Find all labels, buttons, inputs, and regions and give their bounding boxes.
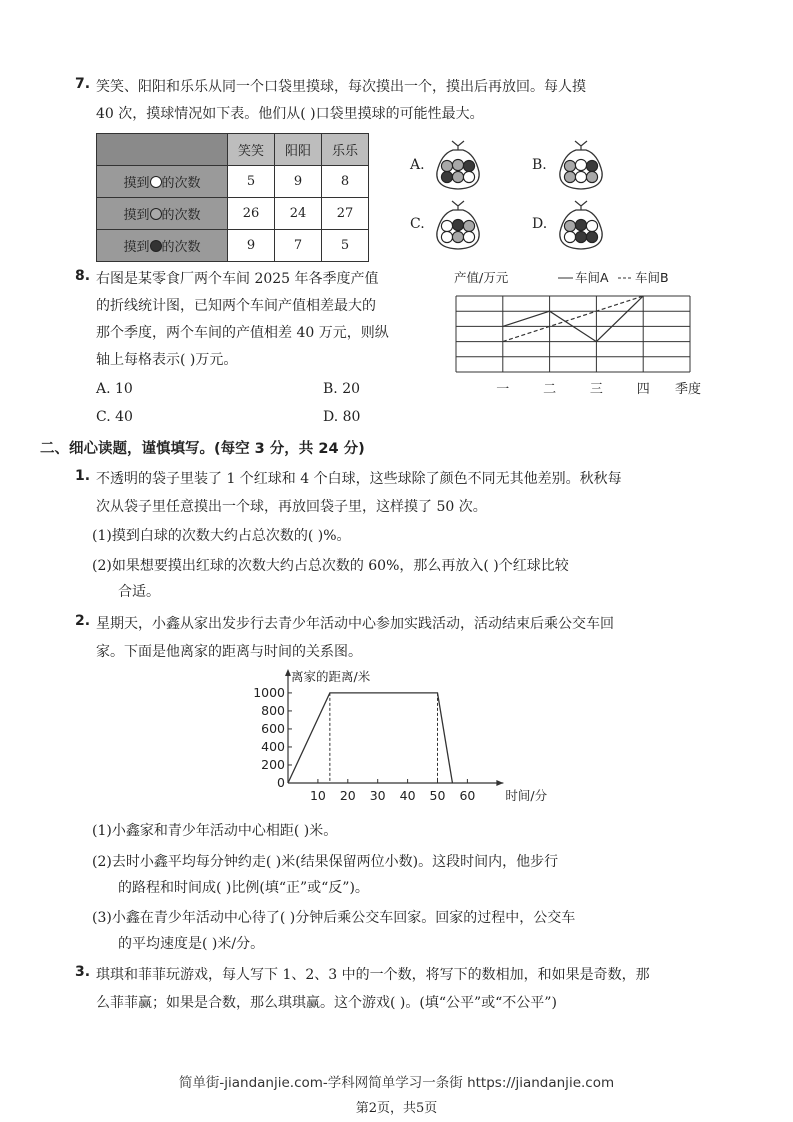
table-row	[97, 198, 369, 230]
table-row	[97, 230, 369, 262]
series-line-b	[503, 296, 643, 342]
ball-white	[575, 171, 586, 182]
s1-text-line2: 次从袋子里任意摸出一个球，再放回袋子里，这样摸了 50 次。	[96, 499, 487, 515]
s2-number: 2.	[75, 613, 91, 629]
ball-white	[463, 171, 474, 182]
option-b-label: B.	[532, 157, 547, 173]
bag-c-icon	[431, 198, 485, 254]
row-header-white: 摸到 的次数	[97, 166, 228, 198]
ball-dark	[463, 160, 474, 171]
footer-watermark: 简单街-jiandanjie.com-学科网简单学习一条街 https://jiandanjie.com	[178, 1075, 615, 1091]
q7-text-line1: 笑笑、阳阳和乐乐从同一个口袋里摸球，每次摸出一个，摸出后再放回。每人摸	[96, 79, 586, 95]
table-header-xiaoxiao: 笑笑	[228, 134, 275, 166]
bag-tie	[452, 141, 464, 150]
table-cell: 9	[275, 166, 322, 198]
option-c-label: C.	[410, 216, 425, 232]
s3-text-line2: 么菲菲赢；如果是合数，那么琪琪赢。这个游戏( )。(填“公平”或“不公平”)	[96, 995, 557, 1011]
y-tick-label: 800	[261, 702, 285, 718]
x-tick-label: 一	[496, 382, 510, 397]
x-axis-label: 季度	[674, 382, 702, 397]
table-cell: 24	[275, 198, 322, 230]
q8-text-line: 那个季度，两个车间的产值相差 40 万元，则纵	[96, 325, 389, 341]
q8-choice-d[interactable]: D. 80	[323, 409, 361, 425]
legend-b-label: 车间B	[635, 270, 669, 285]
s1-text-line1: 不透明的袋子里装了 1 个红球和 4 个白球，这些球除了颜色不同无其他差别。秋秋每	[96, 471, 622, 487]
bag-d-icon	[554, 198, 608, 254]
x-tick-label: 三	[589, 382, 603, 397]
s2-text-line2: 家。下面是他离家的距离与时间的关系图。	[96, 644, 362, 660]
q8-number: 8.	[75, 268, 91, 284]
q8-choice-a[interactable]: A. 10	[96, 381, 133, 397]
table-cell: 27	[322, 198, 369, 230]
y-tick-label: 0	[277, 775, 285, 790]
table-header-yangyang: 阳阳	[275, 134, 322, 166]
s2-sub2-line2: 的路程和时间成( )比例(填“正”或“反”)。	[118, 880, 369, 896]
ball-gray	[441, 160, 452, 171]
table-cell: 8	[322, 166, 369, 198]
s1-sub2-line1: (2)如果想要摸出红球的次数大约占总次数的 60%，那么再放入( )个红球比较	[92, 558, 569, 574]
s1-sub2-line2: 合适。	[118, 584, 160, 600]
x-tick-label: 30	[369, 788, 386, 803]
s2-sub3-line2: 的平均速度是( )米/分。	[118, 936, 265, 952]
ball-gray	[452, 159, 463, 170]
ball-white	[586, 220, 597, 231]
distance-time-line-chart	[240, 665, 560, 810]
x-tick-label: 二	[543, 382, 557, 397]
q8-choice-c[interactable]: C. 40	[96, 409, 133, 425]
ball-dark	[586, 160, 597, 171]
q8-choice-b[interactable]: B. 20	[323, 381, 361, 397]
ball-dark	[441, 171, 452, 182]
ball-dark	[452, 219, 463, 230]
y-axis-label: 产值/万元	[454, 270, 509, 285]
q7-number: 7.	[75, 76, 91, 92]
s2-sub3-line1: (3)小鑫在青少年活动中心待了( )分钟后乘公交车回家。回家的过程中，公交车	[92, 910, 576, 926]
ball-dark	[586, 231, 597, 242]
s3-text-line1: 琪琪和菲菲玩游戏，每人写下 1、2、3 中的一个数，将写下的数相加，和如果是奇数，那	[96, 967, 650, 983]
ball-white	[441, 231, 452, 242]
y-tick-label: 400	[261, 738, 285, 754]
ball-dark	[575, 231, 586, 242]
x-tick-label: 60	[459, 788, 476, 803]
x-tick-label: 40	[399, 788, 416, 803]
ball-gray	[564, 160, 575, 171]
y-tick-label: 1000	[253, 684, 285, 700]
table-header-lele: 乐乐	[322, 134, 369, 166]
ball-gray	[452, 171, 463, 182]
bag-b-icon	[554, 138, 608, 194]
option-a-label: A.	[410, 157, 425, 173]
bag-tie	[452, 201, 464, 210]
x-tick-label: 20	[339, 788, 356, 803]
table-row	[97, 166, 369, 198]
q7-ball-table	[96, 133, 369, 262]
s3-number: 3.	[75, 964, 91, 980]
ball-white	[575, 159, 586, 170]
table-cell: 7	[275, 230, 322, 262]
s1-number: 1.	[75, 468, 91, 484]
row-header-dark: 摸到 的次数	[97, 230, 228, 262]
table-corner	[97, 134, 228, 166]
table-cell: 9	[228, 230, 275, 262]
bag-tie	[575, 141, 587, 150]
y-axis-label: 离家的距离/米	[291, 669, 371, 684]
ball-gray	[564, 171, 575, 182]
workshop-output-line-chart	[440, 262, 720, 402]
section-title: 二、细心读题，谨慎填写。(每空 3 分，共 24 分)	[40, 441, 365, 457]
bag-a-icon	[431, 138, 485, 194]
table-cell: 5	[322, 230, 369, 262]
x-tick-label: 50	[429, 788, 446, 803]
x-axis-arrow	[496, 780, 503, 786]
white-ball-icon	[150, 176, 162, 188]
x-tick-label: 四	[636, 382, 650, 397]
ball-white	[441, 220, 452, 231]
ball-gray	[463, 220, 474, 231]
ball-dark	[575, 219, 586, 230]
s2-sub2-line1: (2)去时小鑫平均每分钟约走( )米(结果保留两位小数)。这段时间内，他步行	[92, 854, 559, 870]
ball-gray	[452, 231, 463, 242]
table-cell: 5	[228, 166, 275, 198]
ball-white	[463, 231, 474, 242]
q8-text-line: 右图是某零食厂两个车间 2025 年各季度产值	[96, 271, 379, 287]
q8-text-line: 轴上每格表示( )万元。	[96, 352, 238, 368]
x-tick-label: 10	[309, 788, 326, 803]
distance-series-line	[288, 693, 452, 783]
dark-ball-icon	[150, 240, 162, 252]
ball-gray	[564, 220, 575, 231]
ball-white	[564, 231, 575, 242]
table-cell: 26	[228, 198, 275, 230]
q8-text-line: 的折线统计图，已知两个车间产值相差最大的	[96, 298, 376, 314]
ball-gray	[586, 171, 597, 182]
q7-text-line2: 40 次，摸球情况如下表。他们从( )口袋里摸球的可能性最大。	[96, 106, 484, 122]
bag-tie	[575, 201, 587, 210]
s1-sub1: (1)摸到白球的次数大约占总次数的( )%。	[92, 528, 351, 544]
y-tick-label: 200	[261, 756, 285, 772]
option-d-label: D.	[532, 216, 548, 232]
x-axis-label: 时间/分	[505, 788, 548, 803]
row-header-gray: 摸到 的次数	[97, 198, 228, 230]
s2-text-line1: 星期天，小鑫从家出发步行去青少年活动中心参加实践活动，活动结束后乘公交车回	[96, 616, 614, 632]
y-tick-label: 600	[261, 720, 285, 736]
legend-a-label: 车间A	[575, 270, 609, 285]
s2-sub1: (1)小鑫家和青少年活动中心相距( )米。	[92, 823, 338, 839]
gray-ball-icon	[150, 208, 162, 220]
page-number: 第2页，共5页	[355, 1101, 438, 1116]
